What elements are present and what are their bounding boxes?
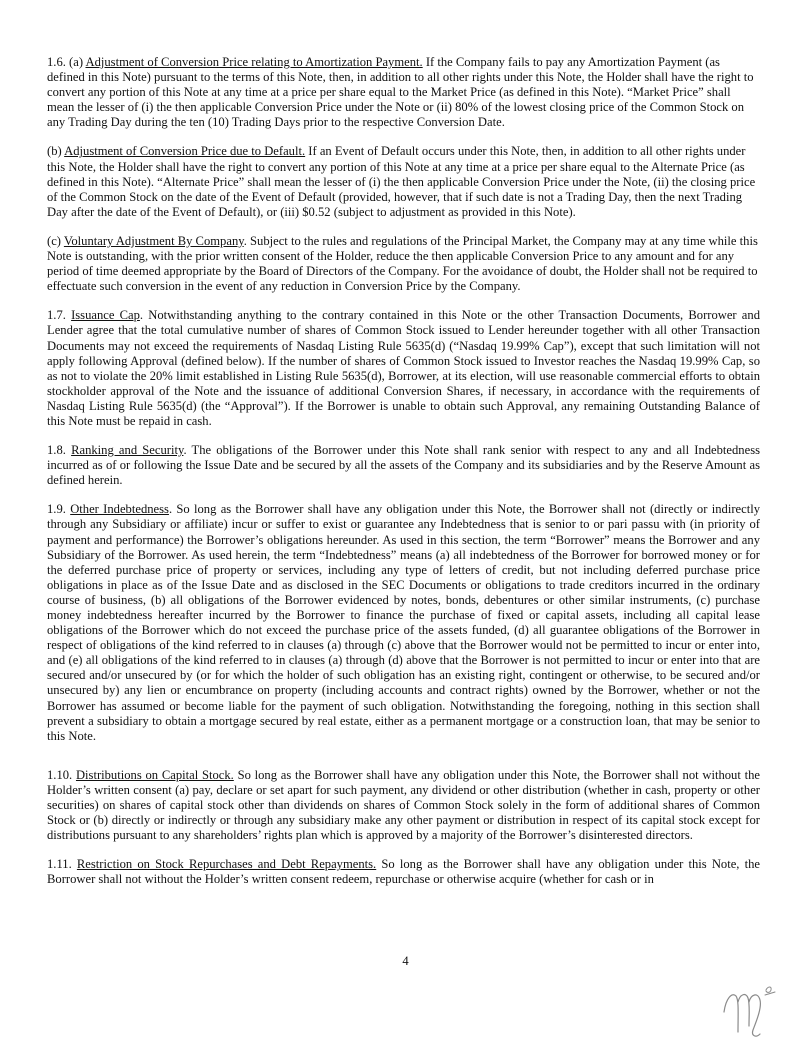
section-1-11 (47, 857, 760, 887)
section-heading: Ranking and Security (71, 443, 184, 458)
section-heading: Distributions on Capital Stock. (75, 767, 234, 782)
section-body: If an Event of Default occurs under this Note, then, in addition to all other rights under this Note, the Holder shall have the right to convert any portion of this Note at any time at a price per share equal to the Alternate Price (as defined in this Note). “Alternate Price” shall mean the lesser of (i) the then applicable Conversion Price under the Note, (ii) the closing price of the Common Stock on the date of the Event of Default (provided, however, that if such date is not a Trading Day, then the next Trading Day after the date of the Event of Default), or (iii) $0.52 (subject to adjustment as provided in this Note). (47, 144, 756, 219)
page-number: 4 (402, 954, 409, 968)
section-prefix: 1.7. (47, 308, 72, 323)
section-body: If the Company fails to pay any Amortization Payment (as defined in this Note) pursuant to the terms of this Note, then, in addition to all other rights under this Note, the Holder shall have the right to convert any portion of this Note at any time at a price per share equal to the Market Price (as defined in this Note). “Market Price” shall mean the lesser of (i) the then applicable Conversion Price under the Note or (ii) 80% of the lowest closing price of the Common Stock on any Trading Day during the ten (10) Trading Days prior to the respective Conversion Date. (47, 55, 754, 130)
section-1-7 (47, 308, 760, 429)
handwritten-initials-icon (718, 980, 788, 1040)
section-heading: Adjustment of Conversion Price relating to Amortization Payment. (85, 55, 423, 69)
section-body: . So long as the Borrower shall have any obligation under this Note, the Borrower shall not (directly or indirectly through any Subsidiary or affiliate) incur or suffer to exist or guarantee any Indebtedness that is senior to or pari passu with (in priority of payment and performance) the Borrower’s obligations hereunder. As used in this section, the term “Borrower” means the Borrower and any Subsidiary of the Borrower. As used herein, the term “Indebtedness” means (a) all indebtedness of the Borrower for borrowed money or for the deferred purchase price of property or services, including any type of letters of credit, but not including deferred purchase price obligations in place as of the Issue Date and as disclosed in the SEC Documents or obligations to trade creditors incurred in the ordinary course of business, (b) all obligations of the Borrower evidenced by notes, bonds, debentures or other similar instruments, (c) purchase money indebtedness hereafter incurred by the Borrower to finance the purchase of fixed or capital assets, including all capital lease obligations of the Borrower which do not exceed the purchase price of the assets funded, (d) all guarantee obligations of the Borrower in respect of obligations of the kind referred to in clauses (a) through (c) above that the Borrower would not be permitted to incur or enter into, and (e) all obligations of the kind referred to in clauses (a) through (d) above that the Borrower is not permitted to incur or enter into that are secured and/or unsecured by (or for which the holder of such obligation has an existing right, contingent or otherwise, to be secured and/or unsecured by) any lien or encumbrance on property (including accounts and contract rights) owned by the Borrower, whether or not the Borrower has assumed or become liable for the payment of such obligation. Notwithstanding the foregoing, nothing in this section shall prevent a subsidiary to obtain a mortgage secured by real estate, either as a permanent mortgage or a construction loan, that may be senior to this Note. (47, 502, 760, 743)
section-heading: Other Indebtedness (70, 502, 169, 517)
section-prefix: 1.6. (a) (47, 55, 86, 69)
section-1-10 (47, 768, 760, 843)
section-1-9 (47, 502, 760, 744)
section-heading: Issuance Cap (71, 308, 140, 323)
section-body: . Notwithstanding anything to the contrary contained in this Note or the other Transaction Documents, Borrower and Lender agree that the total cumulative number of shares of Common Stock issued to Lender hereunder together with all other Transaction Documents may not exceed the requirements of Nasdaq Listing Rule 5635(d) (“Nasdaq 19.99% Cap”), except that such limitation will not apply following Approval (defined below). If the number of shares of Common Stock issued to Investor reaches the Nasdaq 19.99% Cap, so as not to violate the 20% limit established in Listing Rule 5635(d), Borrower, at its election, will use reasonable commercial efforts to obtain stockholder approval of the Note and the issuance of additional Conversion Shares, if necessary, in accordance with the requirements of Nasdaq Listing Rule 5635(d) (the “Approval”). If the Borrower is unable to obtain such Approval, any remaining Outstanding Balance of this Note must be repaid in cash. (47, 308, 760, 428)
section-prefix: (c) (47, 233, 64, 248)
section-heading: Restriction on Stock Repurchases and Debt Repayments. (76, 857, 377, 872)
section-body: So long as the Borrower shall have any obligation under this Note, the Borrower shall not without the Holder’s written consent redeem, repurchase or otherwise acquire (whether for cash or in (47, 857, 761, 887)
section-body: So long as the Borrower shall have any obligation under this Note, the Borrower shall not without the Holder’s written consent (a) pay, declare or set apart for such payment, any dividend or other distribution (whether in cash, property or other securities) on shares of capital stock other than dividends on shares of Common Stock solely in the form of additional shares of Common Stock or (b) directly or indirectly or through any subsidiary make any other payment or distribution in respect of its capital stock except for distributions pursuant to any shareholders’ rights plan which is approved by a majority of the Borrower’s disinterested directors. (47, 767, 760, 843)
section-prefix: 1.8. (47, 443, 72, 458)
document-page (47, 55, 760, 902)
section-1-6b (47, 144, 760, 219)
section-1-6a (47, 55, 760, 130)
section-heading: Adjustment of Conversion Price due to Default. (64, 144, 306, 159)
section-1-6c (47, 234, 760, 294)
section-prefix: 1.9. (47, 502, 71, 517)
section-prefix: 1.11. (47, 857, 77, 872)
section-body: . Subject to the rules and regulations of the Principal Market, the Company may at any time while this Note is outstanding, with the prior written consent of the Holder, reduce the then applicable Conversion Price to any amount and for any period of time deemed appropriate by the Board of Directors of the Company. For the avoidance of doubt, the Holder shall not be required to effectuate such conversion in the event of any reduction in Conversion Price by the Company. (47, 233, 758, 294)
section-prefix: 1.10. (47, 767, 76, 782)
section-prefix: (b) (47, 144, 65, 159)
section-1-8 (47, 443, 760, 488)
section-heading: Voluntary Adjustment By Company (63, 233, 244, 248)
section-body: . The obligations of the Borrower under this Note shall rank senior with respect to any and all Indebtedness incurred as of or following the Issue Date and be secured by all the assets of the Company and its subsidiaries and by the Reserve Amount as defined herein. (47, 443, 760, 488)
